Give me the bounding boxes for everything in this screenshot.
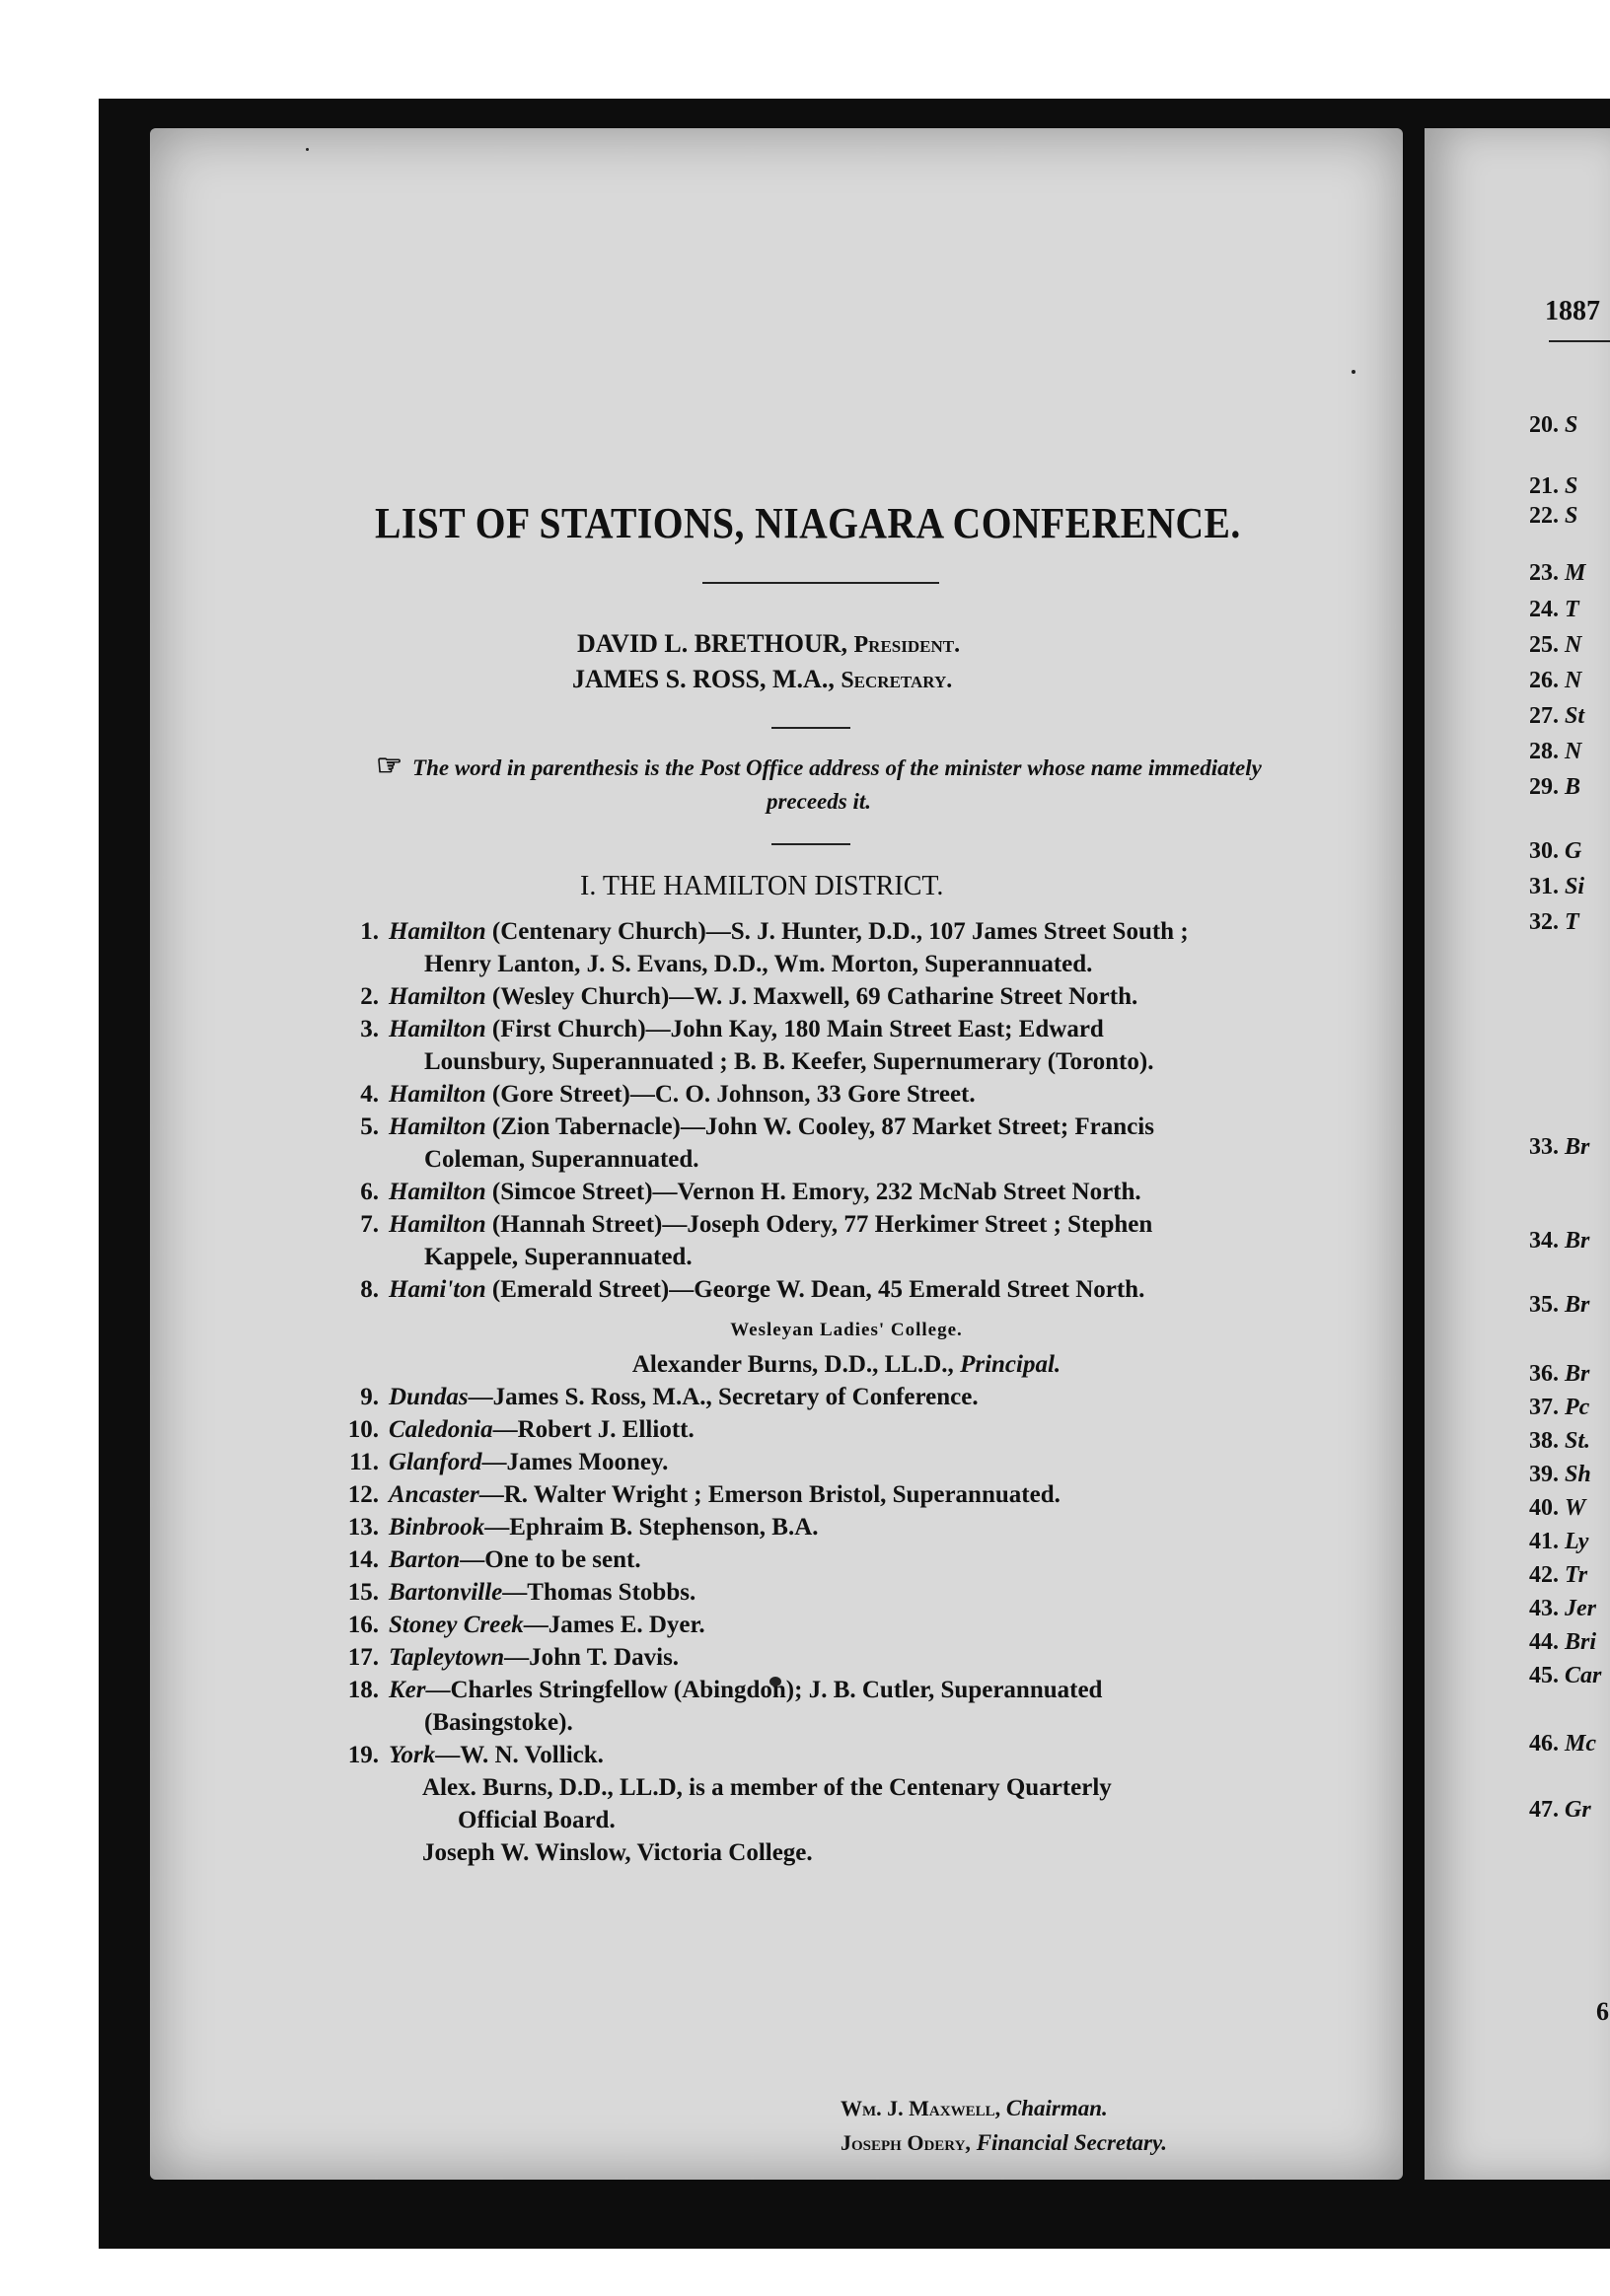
right-page-item — [1529, 1228, 1589, 1255]
station-continuation: Lounsbury, Superannuated ; B. B. Keefer, Supernumerary (Toronto). — [424, 1048, 1154, 1075]
station-number: 13. — [347, 1514, 379, 1541]
right-item-fragment: M — [1565, 560, 1586, 586]
district-heading: I. THE HAMILTON DISTRICT. — [580, 871, 944, 901]
right-item-fragment: Br — [1565, 1292, 1590, 1318]
right-page-item — [1529, 703, 1584, 730]
station-place: Binbrook — [389, 1514, 485, 1541]
right-item-number: 46. — [1529, 1731, 1559, 1757]
right-page-item — [1529, 473, 1577, 500]
station-entry — [333, 1609, 1300, 1641]
right-item-number: 41. — [1529, 1529, 1559, 1554]
right-item-fragment: S — [1565, 503, 1578, 529]
right-item-fragment: Pc — [1565, 1395, 1590, 1420]
station-continuation: (Basingstoke). — [424, 1709, 573, 1736]
right-page-item — [1529, 1462, 1591, 1488]
officer-name: JAMES S. ROSS, M.A., — [572, 665, 835, 693]
station-entry — [333, 1543, 1300, 1576]
station-details: —Charles Stringfellow (Abingdon); J. B. Cutler, Superannuated — [425, 1677, 1103, 1703]
station-details: —John T. Davis. — [504, 1644, 680, 1671]
station-entry — [333, 1674, 1300, 1739]
notes-list — [333, 1771, 1300, 1869]
right-item-fragment: G — [1565, 838, 1582, 864]
note-entry-text: Alex. Burns, D.D., LL.D, is a member of the Centenary Quarterly — [422, 1774, 1112, 1801]
right-item-fragment: Br — [1565, 1361, 1590, 1387]
station-number: 3. — [360, 1016, 379, 1042]
station-number: 14. — [347, 1546, 379, 1573]
right-item-fragment: N — [1565, 632, 1582, 658]
right-item-fragment: St — [1565, 703, 1585, 729]
right-page-item — [1529, 1731, 1596, 1758]
station-number: 1. — [360, 918, 379, 945]
station-continuation: Henry Lanton, J. S. Evans, D.D., Wm. Morton, Superannuated. — [424, 951, 1093, 977]
scan-speck — [1352, 370, 1355, 374]
station-entry — [333, 1111, 1300, 1176]
right-page-item — [1529, 1629, 1596, 1656]
right-item-fragment: Br — [1565, 1228, 1590, 1254]
station-details: (Wesley Church)—W. J. Maxwell, 69 Catharine Street North. — [485, 983, 1138, 1010]
right-page-item — [1529, 1361, 1589, 1388]
station-details: —Robert J. Elliott. — [492, 1416, 695, 1443]
right-item-number: 40. — [1529, 1495, 1559, 1521]
station-place: Hamilton — [389, 1081, 486, 1108]
right-item-number: 43. — [1529, 1596, 1559, 1621]
right-item-number: 27. — [1529, 703, 1559, 729]
right-page-item — [1529, 1797, 1591, 1824]
right-item-number: 28. — [1529, 739, 1559, 764]
right-item-fragment: Si — [1565, 874, 1585, 899]
right-item-number: 23. — [1529, 560, 1559, 586]
station-entry — [333, 1013, 1300, 1078]
right-page-item — [1529, 1663, 1601, 1689]
station-details: (Centenary Church)—S. J. Hunter, D.D., 107 James Street South ; — [485, 918, 1189, 945]
note-entry — [333, 1836, 1300, 1869]
station-number: 12. — [347, 1481, 379, 1508]
station-place: Hamilton — [389, 983, 486, 1010]
right-item-number: 33. — [1529, 1134, 1559, 1160]
station-place: Dundas — [389, 1384, 469, 1410]
station-place: Hamilton — [389, 918, 486, 945]
right-item-number: 24. — [1529, 597, 1559, 622]
right-item-number: 20. — [1529, 412, 1559, 438]
note-entry-continuation: Official Board. — [458, 1807, 616, 1833]
right-page-item — [1529, 774, 1580, 801]
station-number: 11. — [349, 1449, 379, 1475]
station-number: 15. — [347, 1579, 379, 1606]
station-details: —James Mooney. — [481, 1449, 669, 1475]
station-number: 9. — [360, 1384, 379, 1410]
right-item-number: 47. — [1529, 1797, 1559, 1823]
station-place: Bartonville — [389, 1579, 503, 1606]
station-entry — [333, 1176, 1300, 1208]
book-gutter — [1403, 128, 1425, 2180]
right-item-fragment: St. — [1565, 1428, 1591, 1454]
station-details: (Emerald Street)—George W. Dean, 45 Emerald Street North. — [485, 1276, 1145, 1303]
station-details: —James S. Ross, M.A., Secretary of Conference. — [468, 1384, 979, 1410]
right-page-year: 1887 — [1545, 296, 1600, 326]
right-item-number: 22. — [1529, 503, 1559, 529]
right-page-item — [1529, 412, 1577, 439]
right-item-fragment: Jer — [1565, 1596, 1596, 1621]
station-entry — [333, 1078, 1300, 1111]
note-text: The word in parenthesis is the Post Office address of the minister whose name immediately preceeds it. — [412, 755, 1262, 814]
right-item-fragment: S — [1565, 473, 1578, 499]
right-item-fragment: Car — [1565, 1663, 1602, 1688]
officer-role: Secretary. — [841, 668, 953, 693]
college-heading: Wesleyan Ladies' College. — [730, 1320, 963, 1340]
station-number: 2. — [360, 983, 379, 1010]
right-page-item — [1529, 838, 1581, 865]
station-place: Tapleytown — [389, 1644, 505, 1671]
right-item-fragment: Tr — [1565, 1562, 1588, 1588]
station-details: —R. Walter Wright ; Emerson Bristol, Superannuated. — [478, 1481, 1061, 1508]
station-entry — [333, 1381, 1300, 1413]
right-item-fragment: Ly — [1565, 1529, 1589, 1554]
right-item-fragment: T — [1565, 597, 1579, 622]
officer-role: President. — [853, 632, 961, 658]
right-item-number: 38. — [1529, 1428, 1559, 1454]
right-item-fragment: Gr — [1565, 1797, 1591, 1823]
station-entry — [333, 1413, 1300, 1446]
right-item-number: 42. — [1529, 1562, 1559, 1588]
right-page-item — [1529, 1395, 1589, 1421]
right-page-item — [1529, 503, 1577, 530]
right-item-number: 37. — [1529, 1395, 1559, 1420]
station-number: 8. — [360, 1276, 379, 1303]
station-entry — [333, 1739, 1300, 1771]
right-item-number: 31. — [1529, 874, 1559, 899]
station-place: Caledonia — [389, 1416, 493, 1443]
principal-name: Alexander Burns, D.D., LL.D., — [631, 1351, 961, 1378]
right-page-item — [1529, 632, 1581, 659]
right-item-fragment: B — [1565, 774, 1581, 800]
station-place: Hamilton — [389, 1211, 486, 1238]
station-number: 10. — [347, 1416, 379, 1443]
right-item-number: 26. — [1529, 668, 1559, 693]
right-item-fragment: Br — [1565, 1134, 1590, 1160]
right-item-number: 32. — [1529, 909, 1559, 935]
right-item-fragment: N — [1565, 668, 1582, 693]
station-entry — [333, 1446, 1300, 1478]
right-page-item — [1529, 560, 1585, 587]
station-entry — [333, 980, 1300, 1013]
officer-secretary — [572, 665, 952, 694]
signature-chairman — [841, 2096, 1108, 2121]
station-entry — [333, 1208, 1300, 1273]
signature-role: Chairman. — [1005, 2096, 1108, 2120]
right-page-number: 6 — [1596, 1997, 1609, 2026]
station-place: Barton — [389, 1546, 461, 1573]
station-place: Ancaster — [389, 1481, 479, 1508]
post-office-note — [335, 750, 1302, 819]
officer-name: DAVID L. BRETHOUR, — [577, 629, 848, 658]
station-details: —Thomas Stobbs. — [502, 1579, 696, 1606]
station-details: (First Church)—John Kay, 180 Main Street East; Edward — [485, 1016, 1104, 1042]
station-continuation: Kappele, Superannuated. — [424, 1244, 693, 1270]
station-number: 4. — [360, 1081, 379, 1108]
right-item-fragment: Bri — [1565, 1629, 1597, 1655]
right-page-item — [1529, 597, 1579, 623]
right-item-number: 29. — [1529, 774, 1559, 800]
right-item-fragment: N — [1565, 739, 1582, 764]
station-place: Glanford — [389, 1449, 482, 1475]
station-details: —Ephraim B. Stephenson, B.A. — [484, 1514, 819, 1541]
right-item-fragment: T — [1565, 909, 1579, 935]
stations-list-a — [333, 915, 1300, 1306]
station-entry — [333, 1576, 1300, 1609]
station-details: —James E. Dyer. — [523, 1612, 705, 1638]
station-details: (Simcoe Street)—Vernon H. Emory, 232 McNab Street North. — [485, 1179, 1141, 1205]
station-number: 17. — [347, 1644, 379, 1671]
station-place: York — [389, 1742, 436, 1768]
title-rule — [702, 582, 939, 584]
right-item-number: 45. — [1529, 1663, 1559, 1688]
right-page-item — [1529, 1428, 1590, 1455]
right-page-rule — [1549, 340, 1610, 342]
signature-role: Financial Secretary. — [976, 2130, 1168, 2155]
stations-list-b — [333, 1381, 1300, 1771]
station-entry — [333, 1478, 1300, 1511]
right-item-number: 21. — [1529, 473, 1559, 499]
scan-speck — [306, 148, 309, 151]
right-item-fragment: Mc — [1565, 1731, 1596, 1757]
right-item-fragment: S — [1565, 412, 1578, 438]
station-details: —One to be sent. — [460, 1546, 641, 1573]
right-page-item — [1529, 909, 1579, 936]
right-page-item — [1529, 668, 1581, 694]
station-entry — [333, 1641, 1300, 1674]
station-continuation: Coleman, Superannuated. — [424, 1146, 699, 1173]
signature-name: Wm. J. Maxwell, — [841, 2096, 1001, 2120]
officers-rule — [771, 727, 850, 729]
station-place: Hami'ton — [389, 1276, 486, 1303]
right-item-number: 34. — [1529, 1228, 1559, 1254]
note-entry — [333, 1771, 1300, 1836]
station-place: Hamilton — [389, 1113, 486, 1140]
station-number: 7. — [360, 1211, 379, 1238]
college-principal — [333, 1348, 1300, 1381]
note-rule — [771, 843, 850, 845]
station-details: (Gore Street)—C. O. Johnson, 33 Gore Street. — [485, 1081, 976, 1108]
right-item-fragment: Sh — [1565, 1462, 1591, 1487]
station-details: (Hannah Street)—Joseph Odery, 77 Herkimer Street ; Stephen — [485, 1211, 1153, 1238]
pointing-hand-icon: ☞ — [376, 750, 403, 782]
right-item-fragment: W — [1565, 1495, 1586, 1521]
right-item-number: 35. — [1529, 1292, 1559, 1318]
signature-name: Joseph Odery, — [841, 2130, 971, 2155]
station-number: 18. — [347, 1677, 379, 1703]
right-page-item — [1529, 1292, 1589, 1319]
right-item-number: 39. — [1529, 1462, 1559, 1487]
right-item-number: 36. — [1529, 1361, 1559, 1387]
right-page-item — [1529, 1529, 1588, 1555]
stations-list — [333, 915, 1300, 1869]
station-number: 6. — [360, 1179, 379, 1205]
signature-financial-secretary — [841, 2130, 1167, 2156]
station-place: Hamilton — [389, 1179, 486, 1205]
station-details: (Zion Tabernacle)—John W. Cooley, 87 Market Street; Francis — [485, 1113, 1154, 1140]
station-place: Ker — [389, 1677, 426, 1703]
station-entry — [333, 1511, 1300, 1543]
station-number: 19. — [347, 1742, 379, 1768]
right-page-item — [1529, 1562, 1587, 1589]
station-entry — [333, 1273, 1300, 1306]
principal-role: Principal. — [960, 1351, 1061, 1378]
right-page-item — [1529, 1596, 1596, 1622]
officer-president — [577, 629, 960, 659]
station-number: 5. — [360, 1113, 379, 1140]
station-entry — [333, 915, 1300, 980]
right-page-item — [1529, 1495, 1585, 1522]
right-page-item — [1529, 739, 1581, 765]
note-entry-text: Joseph W. Winslow, Victoria College. — [422, 1839, 813, 1866]
station-place: Stoney Creek — [389, 1612, 524, 1638]
station-number: 16. — [347, 1612, 379, 1638]
station-place: Hamilton — [389, 1016, 486, 1042]
right-page-item — [1529, 1134, 1589, 1161]
station-details: —W. N. Vollick. — [435, 1742, 604, 1768]
right-item-number: 30. — [1529, 838, 1559, 864]
page-title: LIST OF STATIONS, NIAGARA CONFERENCE. — [375, 499, 1241, 547]
right-item-number: 25. — [1529, 632, 1559, 658]
right-item-number: 44. — [1529, 1629, 1559, 1655]
right-page-item — [1529, 874, 1584, 900]
